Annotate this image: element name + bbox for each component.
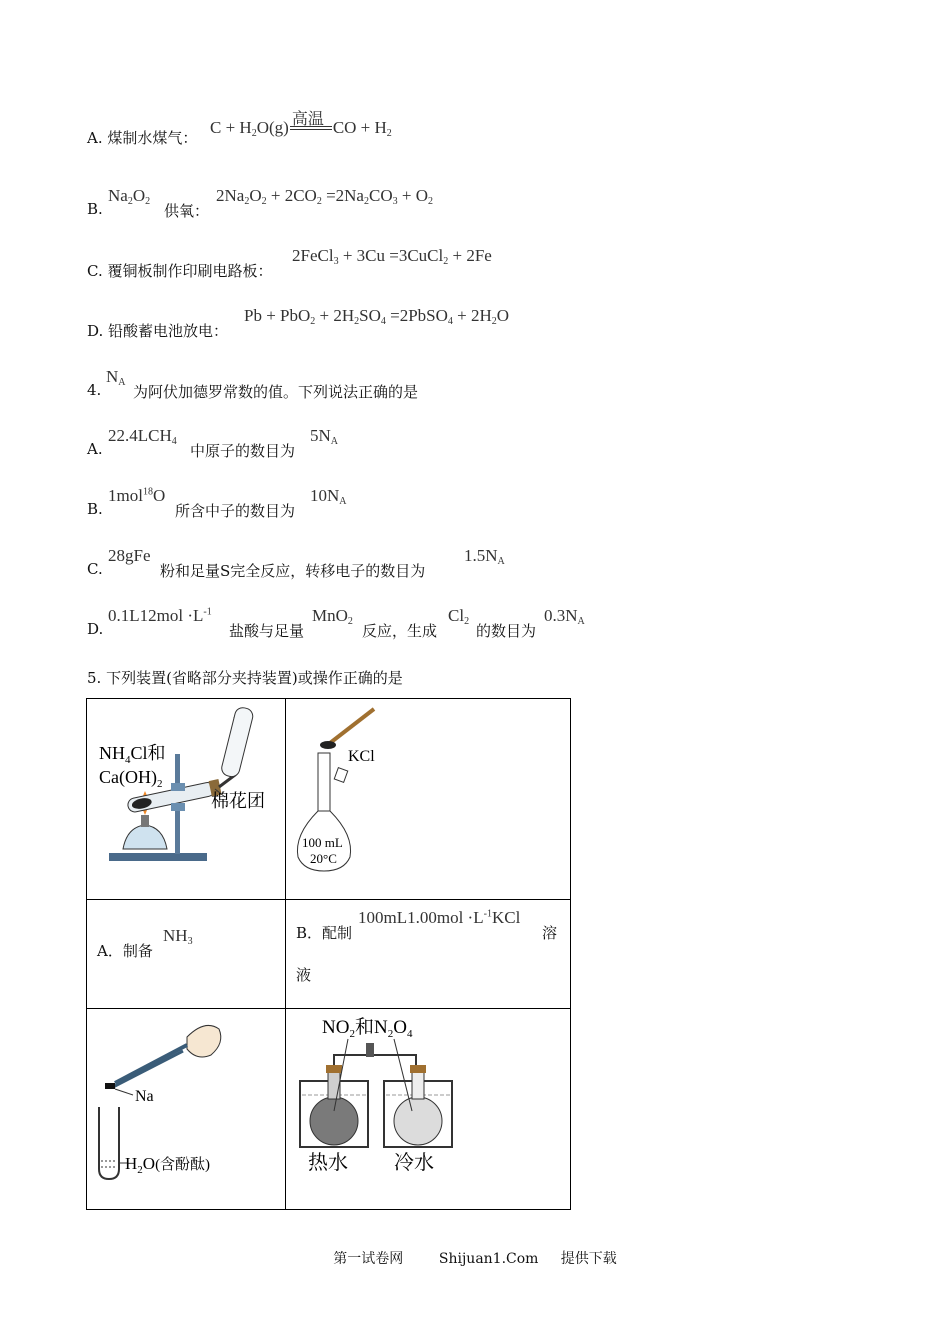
- q4-option-b-formula: 1mol$^{18}$O: [108, 486, 166, 505]
- flask-hot: [310, 1097, 358, 1145]
- fig-d-gas-label: $NO_2$和$N_2O_4$: [322, 1017, 413, 1040]
- q4-option-d-text1: 盐酸与足量: [229, 622, 305, 640]
- figure-a-nh3-setup: [87, 699, 285, 895]
- fig-b-salt-label: KCl: [348, 748, 375, 765]
- q4-option-d-mno2: MnO$_2$: [312, 606, 353, 627]
- q4-option-d-formula: $0.1L12mol \cdot L^{-1}$: [108, 606, 212, 625]
- q3-option-d-equation: $Pb + PbO_2 + 2H_2SO_4$ =2PbSO$_4$ + $2H_2O$: [244, 306, 510, 327]
- q3-option-a-label: A. 煤制水煤气：: [87, 129, 198, 147]
- q5-caption-b-formula: $100mL1.00mol \cdot L^{-1}KCl$: [358, 908, 521, 927]
- fig-b-volume: 100 mL: [302, 835, 343, 850]
- q5-caption-b-tail: 溶: [542, 924, 558, 942]
- q4-option-a-text: 中原子的数目为: [190, 442, 296, 460]
- flask-cold: [394, 1097, 442, 1145]
- q5-figure-a-cell: [87, 699, 286, 900]
- q5-caption-b-wrap: 液: [296, 966, 312, 984]
- q5-caption-a-cell: [87, 900, 286, 1009]
- q4-option-d-cl2: $Cl_2$: [448, 606, 470, 627]
- alcohol-lamp: [123, 825, 167, 849]
- q3-option-b-reagent: $Na_2O_2$: [108, 186, 151, 207]
- q4-option-c-value: $1.5N_A$: [464, 546, 505, 567]
- q5-figure-c-cell: [87, 1009, 286, 1210]
- flask-neck: [318, 753, 330, 813]
- q4-option-d-text2: 反应，生成: [362, 622, 438, 640]
- q4-option-d-letter: D.: [87, 620, 104, 638]
- kcl-powder: [320, 741, 336, 749]
- q4-option-a-formula: $22.4LCH_4$: [108, 426, 177, 447]
- figure-b-volumetric-flask: [286, 699, 570, 895]
- q4-option-b-text: 所含中子的数目为: [175, 502, 296, 520]
- collection-tube: [220, 706, 254, 778]
- q3-option-c-equation: 2FeCl$_3$ + 3Cu =3CuCl$_2$ + 2Fe: [292, 246, 492, 267]
- fig-d-cold-label: 冷水: [394, 1152, 434, 1174]
- q3-option-c: C. 覆铜板制作印刷电路板：: [87, 262, 273, 280]
- page-footer: [0, 1248, 950, 1268]
- stand-base: [109, 853, 207, 861]
- fig-b-temp: 20°C: [310, 851, 337, 866]
- tweezers: [115, 1045, 187, 1083]
- q4-number: 4.: [87, 381, 102, 399]
- fig-c-liquid-label: $H_2O$(含酚酞): [125, 1154, 211, 1176]
- q5-caption-a-formula: $NH_3$: [163, 926, 193, 947]
- footer-left: 第一试卷网: [333, 1251, 404, 1267]
- fig-c-metal-label: Na: [135, 1088, 154, 1105]
- fig-a-cotton-label: 棉花团: [211, 791, 265, 811]
- q5-figure-d-cell: [286, 1009, 571, 1210]
- q4-option-c-formula: 28gFe: [108, 546, 151, 565]
- q4-option-a-letter: A.: [87, 440, 103, 458]
- q4-option-c-letter: C.: [87, 560, 103, 578]
- figure-c-sodium-water: [87, 1009, 285, 1205]
- q4-stem: 为阿伏加德罗常数的值。下列说法正确的是: [133, 383, 419, 401]
- test-tube-c: [99, 1107, 119, 1179]
- q5-caption-b-cell: [286, 900, 571, 1009]
- q3-option-d: D. 铅酸蓄电池放电：: [87, 322, 229, 340]
- fig-a-reagent-1: $NH_4Cl$和: [99, 743, 166, 766]
- hand: [187, 1025, 221, 1057]
- footer-right: 提供下载: [560, 1251, 617, 1267]
- q3-option-b-equation: $2Na_2O_2 + 2CO_2 =2Na_2CO_3 + O_2$: [216, 186, 433, 207]
- q4-option-c-text: 粉和足量S完全反应，转移电子的数目为: [160, 562, 426, 580]
- q3-option-b: [87, 200, 103, 218]
- q4-option-d-value: $0.3N_A$: [544, 606, 585, 627]
- q3-option-b-text: 供氧：: [164, 202, 210, 220]
- q4-option-d-text3: 的数目为: [476, 622, 537, 640]
- q5-apparatus-table: [86, 698, 571, 1210]
- q3-option-a: [87, 127, 197, 148]
- fig-d-hot-label: 热水: [308, 1152, 348, 1174]
- q4-na-symbol: $N_A$: [106, 367, 126, 388]
- q3-option-b-letter: B.: [87, 200, 103, 218]
- q4-option-a-value: $5N_A$: [310, 426, 339, 447]
- q3-option-a-condition: 高温: [291, 111, 324, 128]
- q4-option-b-letter: B.: [87, 500, 103, 518]
- footer-site: Shijuan1.Com: [438, 1251, 539, 1267]
- q5-figure-b-cell: [286, 699, 571, 900]
- q5-caption-a: A．制备: [97, 942, 153, 960]
- figure-d-no2-equilibrium: [286, 1009, 570, 1205]
- fig-a-reagent-2: $Ca(OH)_2$: [99, 767, 163, 790]
- q3-option-a-equation: $C + H_2O(g)$ 高温 CO + $H_2$: [210, 118, 392, 139]
- q4-option-b-value: $10N_A$: [310, 486, 347, 507]
- q5-caption-b: B．配制: [296, 924, 353, 942]
- q5-stem: 5. 下列装置(省略部分夹持装置)或操作正确的是: [87, 669, 403, 687]
